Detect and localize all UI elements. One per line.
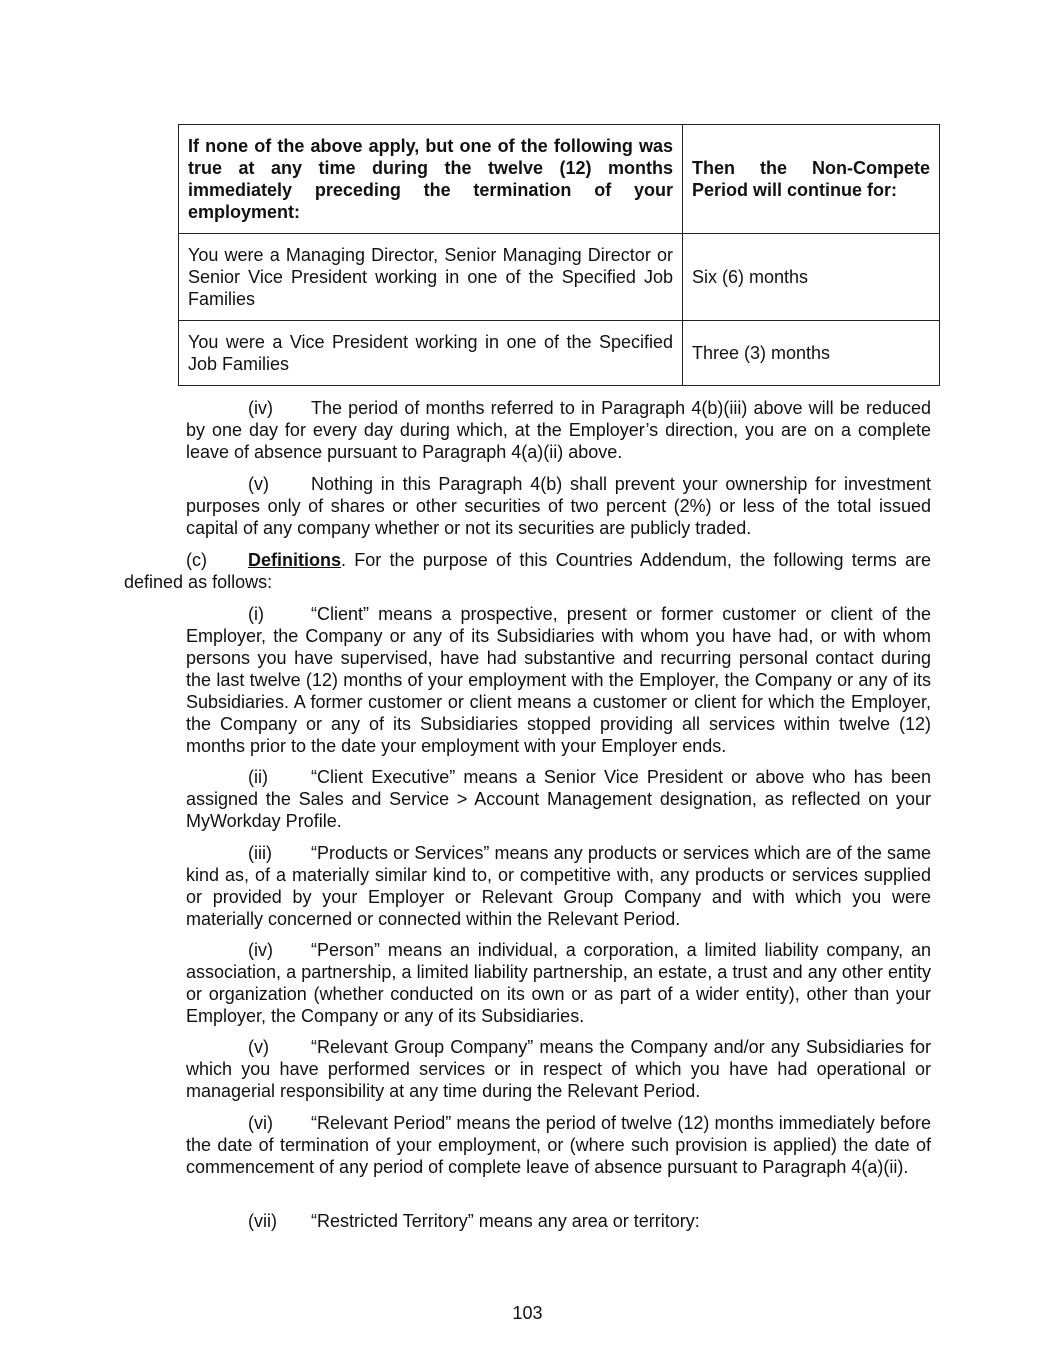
paragraph-4b-iv: [186, 397, 931, 463]
table-header-period: Then the Non-Compete Period will continue for:: [683, 125, 940, 234]
definition-relevant-group-company: [186, 1036, 931, 1102]
paragraph-text: The period of months referred to in Paragraph 4(b)(iii) above will be reduced by one day for every day during which, at the Employer’s direction, you are on a complete leave of absence pursuant to Paragraph 4(a)(ii) above.: [186, 398, 931, 462]
definition-number: (vii): [248, 1211, 277, 1231]
section-heading: Definitions: [248, 550, 341, 570]
definition-number: (vi): [248, 1113, 273, 1133]
section-c-definitions: [124, 549, 931, 593]
definition-text: “Restricted Territory” means any area or territory:: [311, 1211, 700, 1231]
definition-number: (iv): [248, 940, 273, 960]
definition-text: “Client Executive” means a Senior Vice President or above who has been assigned the Sales and Service > Account Management designation, as reflected on your MyWorkday Profile.: [186, 767, 931, 831]
definition-text: “Relevant Group Company” means the Company and/or any Subsidiaries for which you have performed services or in respect of which you have had operational or managerial responsibility at any time during the Relevant Period.: [186, 1037, 931, 1101]
table-cell-condition: You were a Vice President working in one of the Specified Job Families: [179, 321, 683, 386]
paragraph-number: (v): [248, 474, 269, 494]
paragraph-number: (iv): [248, 398, 273, 418]
definition-relevant-period: [186, 1112, 931, 1178]
table-row: [179, 234, 940, 321]
definition-text: “Products or Services” means any products or services which are of the same kind as, of a materially similar kind to, or competitive with, any products or services supplied or provided by your Employer or Relevant Group Company and with which you were materially concerned or connected within the Relevant Period.: [186, 843, 931, 929]
table-header-row: [179, 125, 940, 234]
definition-client: [186, 603, 931, 757]
definition-text: “Person” means an individual, a corporation, a limited liability company, an association, a partnership, a limited liability partnership, an estate, a trust and any other entity or organization (whether conducted on its own or as part of a wider entity), other than your Employer, the Company or any of its Subsidiaries.: [186, 940, 931, 1026]
definition-client-executive: [186, 766, 931, 832]
definition-text: “Relevant Period” means the period of twelve (12) months immediately before the date of termination of your employment, or (where such provision is applied) the date of commencement of any period of complete leave of absence pursuant to Paragraph 4(a)(ii).: [186, 1113, 931, 1177]
definition-number: (iii): [248, 843, 272, 863]
definition-products-or-services: [186, 842, 931, 930]
section-number: (c): [186, 550, 207, 570]
definition-number: (ii): [248, 767, 268, 787]
definition-person: [186, 939, 931, 1027]
table-cell-period: Three (3) months: [683, 321, 940, 386]
paragraph-4b-v: [186, 473, 931, 539]
non-compete-period-table: [178, 124, 940, 386]
section-intro-text: . For the purpose of this Countries Addendum, the following terms are defined as follows:: [124, 550, 931, 592]
definition-text: “Client” means a prospective, present or former customer or client of the Employer, the Company or any of its Subsidiaries with whom you have had, or with whom persons you have supervised, have had substantive and recurring personal contact during the last twelve (12) months of your employment with the Employer, the Company or any of its Subsidiaries. A former customer or client means a customer or client for which the Employer, the Company or any of its Subsidiaries stopped providing all services within twelve (12) months prior to the date your employment with your Employer ends.: [186, 604, 931, 756]
table-cell-condition: You were a Managing Director, Senior Managing Director or Senior Vice President working in one of the Specified Job Families: [179, 234, 683, 321]
definition-number: (v): [248, 1037, 269, 1057]
table-row: [179, 321, 940, 386]
table-cell-period: Six (6) months: [683, 234, 940, 321]
table-header-condition: If none of the above apply, but one of the following was true at any time during the twelve (12) months immediately preceding the termination of your employment:: [179, 125, 683, 234]
definition-number: (i): [248, 604, 264, 624]
page-number: 103: [512, 1303, 543, 1323]
paragraph-text: Nothing in this Paragraph 4(b) shall prevent your ownership for investment purposes only of shares or other securities of two percent (2%) or less of the total issued capital of any company whether or not its securities are publicly traded.: [186, 474, 931, 538]
definition-restricted-territory: [186, 1210, 931, 1232]
